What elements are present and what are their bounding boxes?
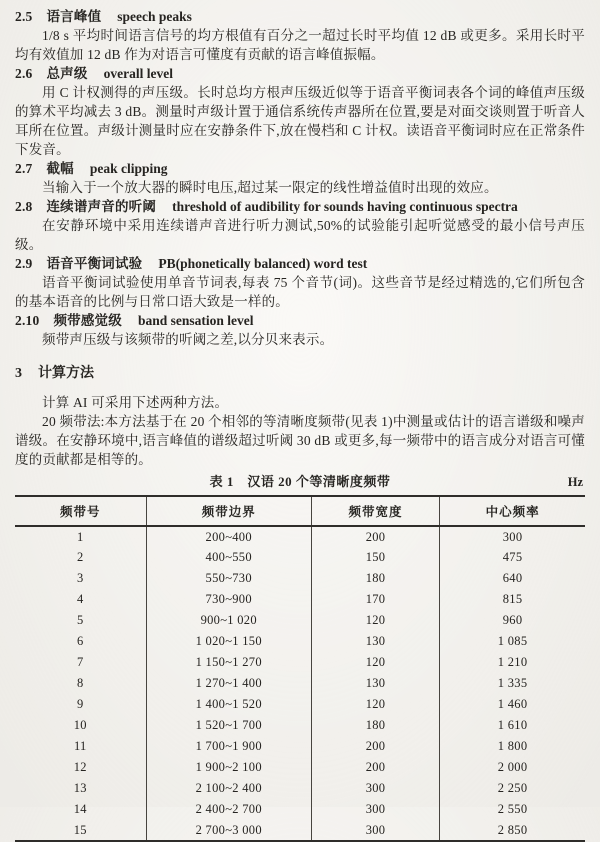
table-cell: 1 335 bbox=[497, 676, 528, 690]
chapter-3-paragraph-2: 20 频带法:本方法基于在 20 个相邻的等清晰度频带(见表 1)中测量或估计的语言谱级和噪声谱级。在安静环境中,语言峰值的谱级超过听阈 30 dB 或更多,每一频带中的语言成分对语言可懂度的贡献都是相等的。 bbox=[15, 414, 585, 467]
table-1-body bbox=[15, 526, 585, 841]
section-number: 2.9 bbox=[15, 256, 33, 271]
table-cell: 170 bbox=[311, 589, 439, 610]
table-cell: 550~730 bbox=[146, 568, 311, 589]
table-cell: 400~550 bbox=[146, 547, 311, 568]
table-cell: 4 bbox=[15, 589, 146, 610]
table-row bbox=[15, 820, 585, 841]
section-body: 频带声压级与该频带的听阈之差,以分贝来表示。 bbox=[42, 332, 334, 347]
table-cell: 15 bbox=[15, 820, 146, 841]
table-row bbox=[15, 778, 585, 799]
table-cell: 6 bbox=[15, 631, 146, 652]
table-1-unit-label: Hz bbox=[567, 475, 583, 489]
table-cell: 2 400~2 700 bbox=[146, 799, 311, 820]
section-number: 2.5 bbox=[15, 9, 33, 24]
table-1 bbox=[15, 495, 585, 842]
table-row bbox=[15, 610, 585, 631]
table-cell: 1 085 bbox=[497, 634, 528, 648]
table-cell: 120 bbox=[311, 610, 439, 631]
section-heading bbox=[15, 311, 585, 330]
table-row bbox=[15, 568, 585, 589]
table-row bbox=[15, 652, 585, 673]
table-cell: 960 bbox=[502, 613, 523, 627]
table-row bbox=[15, 799, 585, 820]
section-2-5 bbox=[15, 7, 585, 64]
section-heading bbox=[15, 64, 585, 83]
table-cell: 300 bbox=[502, 529, 523, 544]
table-cell: 5 bbox=[15, 610, 146, 631]
table-cell: 9 bbox=[15, 694, 146, 715]
section-number: 2.6 bbox=[15, 66, 33, 81]
table-cell: 2 700~3 000 bbox=[146, 820, 311, 841]
table-cell: 200 bbox=[311, 736, 439, 757]
table-cell: 1 610 bbox=[497, 718, 528, 732]
section-term-en: PB(phonetically balanced) word test bbox=[158, 256, 368, 271]
table-cell: 2 100~2 400 bbox=[146, 778, 311, 799]
table-1-header bbox=[15, 496, 585, 526]
section-term-zh: 语音平衡词试验 bbox=[46, 256, 143, 271]
table-cell: 180 bbox=[311, 568, 439, 589]
section-heading bbox=[15, 159, 585, 178]
table-1-caption: 表 1 汉语 20 个等清晰度频带 bbox=[209, 474, 391, 489]
table-cell: 2 550 bbox=[497, 802, 528, 816]
table-cell: 300 bbox=[311, 820, 439, 841]
column-header-band-number: 频带号 bbox=[15, 496, 146, 526]
table-cell: 130 bbox=[311, 631, 439, 652]
table-cell: 730~900 bbox=[146, 589, 311, 610]
section-term-en: speech peaks bbox=[117, 9, 192, 24]
section-2-7 bbox=[15, 159, 585, 197]
table-cell: 180 bbox=[311, 715, 439, 736]
table-cell: 10 bbox=[15, 715, 146, 736]
table-cell: 2 000 bbox=[497, 760, 528, 774]
table-cell: 1 520~1 700 bbox=[146, 715, 311, 736]
table-row bbox=[15, 526, 585, 547]
table-cell: 11 bbox=[15, 736, 146, 757]
section-body: 当输入于一个放大器的瞬时电压,超过某一限定的线性增益值时出现的效应。 bbox=[42, 180, 498, 195]
table-cell: 1 210 bbox=[497, 655, 528, 669]
section-term-zh: 频带感觉级 bbox=[53, 313, 122, 328]
table-1-caption-row bbox=[15, 473, 585, 491]
table-cell: 130 bbox=[311, 673, 439, 694]
chapter-3-heading bbox=[15, 364, 585, 383]
table-row bbox=[15, 694, 585, 715]
column-header-center-frequency: 中心频率 bbox=[440, 496, 585, 526]
section-body: 语音平衡词试验使用单音节词表,每表 75 个音节(词)。这些音节是经过精选的,它们所包含的基本语音的比例与日常口语大致是一样的。 bbox=[15, 275, 585, 309]
table-cell: 1 020~1 150 bbox=[146, 631, 311, 652]
table-row bbox=[15, 736, 585, 757]
section-term-en: overall level bbox=[103, 66, 173, 81]
table-cell: 1 400~1 520 bbox=[146, 694, 311, 715]
table-cell: 1 900~2 100 bbox=[146, 757, 311, 778]
chapter-title: 计算方法 bbox=[38, 366, 94, 381]
table-header-row bbox=[15, 496, 585, 526]
section-term-en: peak clipping bbox=[89, 161, 168, 176]
section-2-6 bbox=[15, 64, 585, 159]
section-number: 2.7 bbox=[15, 161, 33, 176]
section-2-9 bbox=[15, 254, 585, 311]
section-heading bbox=[15, 197, 585, 216]
table-cell: 150 bbox=[311, 547, 439, 568]
table-cell: 200~400 bbox=[146, 526, 311, 547]
section-term-zh: 语言峰值 bbox=[46, 9, 102, 24]
table-cell: 1 800 bbox=[497, 739, 528, 753]
column-header-band-boundary: 频带边界 bbox=[146, 496, 311, 526]
section-body: 1/8 s 平均时间语言信号的均方根值有百分之一超过长时平均值 12 dB 或更多。采用长时平均有效值加 12 dB 作为对语言可懂度有贡献的语言峰值振幅。 bbox=[15, 28, 585, 62]
section-term-zh: 总声级 bbox=[46, 66, 88, 81]
section-term-zh: 连续谱声音的听阈 bbox=[46, 199, 157, 214]
table-row bbox=[15, 757, 585, 778]
table-cell: 7 bbox=[15, 652, 146, 673]
table-cell: 815 bbox=[502, 592, 523, 606]
chapter-3-paragraph-1: 计算 AI 可采用下述两种方法。 bbox=[42, 395, 229, 410]
table-cell: 14 bbox=[15, 799, 146, 820]
section-heading bbox=[15, 254, 585, 273]
table-cell: 120 bbox=[311, 652, 439, 673]
section-term-en: band sensation level bbox=[137, 313, 254, 328]
table-cell: 1 bbox=[15, 526, 146, 547]
table-cell: 13 bbox=[15, 778, 146, 799]
table-cell: 1 700~1 900 bbox=[146, 736, 311, 757]
table-cell: 12 bbox=[15, 757, 146, 778]
table-row bbox=[15, 547, 585, 568]
chapter-number: 3 bbox=[15, 366, 22, 381]
table-cell: 900~1 020 bbox=[146, 610, 311, 631]
section-heading bbox=[15, 7, 585, 26]
section-term-zh: 截幅 bbox=[46, 161, 74, 176]
section-body: 在安静环境中采用连续谱声音进行听力测试,50%的试验能引起听觉感受的最小信号声压级。 bbox=[15, 218, 585, 252]
column-header-band-width: 频带宽度 bbox=[311, 496, 439, 526]
table-cell: 300 bbox=[311, 778, 439, 799]
table-cell: 1 460 bbox=[497, 697, 528, 711]
section-number: 2.10 bbox=[15, 313, 40, 328]
section-term-en: threshold of audibility for sounds having continuous spectra bbox=[172, 199, 518, 214]
table-cell: 2 250 bbox=[497, 781, 528, 795]
table-row bbox=[15, 715, 585, 736]
table-cell: 200 bbox=[311, 526, 439, 547]
table-row bbox=[15, 673, 585, 694]
table-cell: 2 bbox=[15, 547, 146, 568]
table-cell: 120 bbox=[311, 694, 439, 715]
section-body: 用 C 计权测得的声压级。长时总均方根声压级近似等于语音平衡词表各个词的峰值声压级的算术平均减去 3 dB。测量时声级计置于通信系统传声器所在位置,要是对面交谈则置于听音人耳所在位置。声级计测量时应在安静条件下,放在慢档和 C 计权。读语音平衡词时应在正常条件下发音。 bbox=[15, 85, 585, 157]
table-cell: 8 bbox=[15, 673, 146, 694]
table-cell: 300 bbox=[311, 799, 439, 820]
table-cell: 1 270~1 400 bbox=[146, 673, 311, 694]
table-cell: 475 bbox=[502, 550, 523, 564]
section-2-10 bbox=[15, 311, 585, 349]
table-row bbox=[15, 589, 585, 610]
section-number: 2.8 bbox=[15, 199, 33, 214]
table-cell: 640 bbox=[502, 571, 523, 585]
section-2-8 bbox=[15, 197, 585, 254]
table-row bbox=[15, 631, 585, 652]
table-cell: 2 850 bbox=[497, 822, 528, 837]
table-cell: 200 bbox=[311, 757, 439, 778]
table-cell: 1 150~1 270 bbox=[146, 652, 311, 673]
table-cell: 3 bbox=[15, 568, 146, 589]
